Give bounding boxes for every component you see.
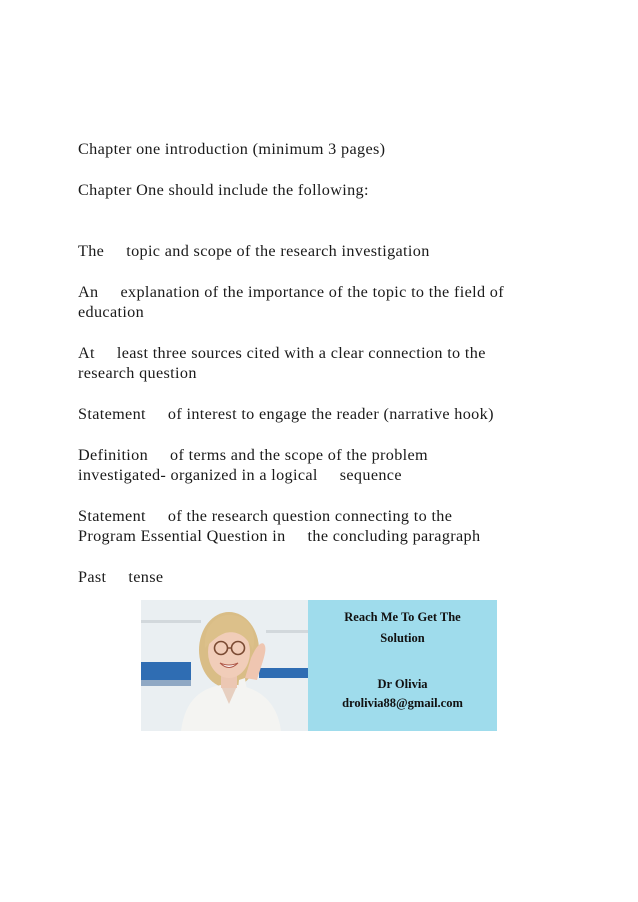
item-continuation: education [78, 303, 145, 321]
item-text: investigated- organized in a logical [78, 466, 318, 484]
item-text: of the research question connecting to the [167, 507, 453, 525]
item-lead: Statement [78, 405, 146, 423]
item-text: tense [128, 568, 164, 586]
item-lead: Definition [78, 446, 149, 464]
item-continuation: research question [78, 364, 197, 382]
item-text: topic and scope of the research investigation [126, 242, 430, 260]
item-tail: sequence [339, 466, 402, 484]
item-text: least three sources cited with a clear connection to the [116, 344, 486, 362]
woman-portrait-icon [141, 600, 308, 731]
item-tail: the concluding paragraph [307, 527, 481, 545]
item-text: of interest to engage the reader (narrative hook) [167, 405, 494, 423]
item-text: of terms and the scope of the problem [170, 446, 428, 464]
item-text: explanation of the importance of the topic to the field of [120, 283, 504, 301]
list-item [78, 282, 504, 302]
item-lead: The [78, 242, 105, 260]
list-item [78, 567, 163, 587]
chapter-heading: Chapter one introduction (minimum 3 pages) [78, 140, 386, 158]
item-lead: Past [78, 568, 107, 586]
banner-line-2: Solution [380, 631, 425, 645]
item-lead: An [78, 283, 99, 301]
contact-banner [141, 600, 497, 731]
chapter-intro: Chapter One should include the following: [78, 181, 369, 199]
list-item [78, 343, 486, 363]
woman-photo-image [141, 600, 308, 731]
item-lead: At [78, 344, 95, 362]
contact-panel [308, 600, 497, 731]
list-item [78, 404, 494, 424]
list-item [78, 445, 428, 465]
item-text: Program Essential Question in [78, 527, 286, 545]
list-item [78, 506, 452, 526]
banner-line-1: Reach Me To Get The [344, 610, 461, 624]
list-item [78, 241, 430, 261]
item-continuation [78, 526, 480, 546]
contact-name: Dr Olivia [377, 677, 428, 691]
contact-email[interactable]: drolivia88@gmail.com [342, 696, 463, 710]
item-continuation [78, 465, 402, 485]
item-lead: Statement [78, 507, 146, 525]
